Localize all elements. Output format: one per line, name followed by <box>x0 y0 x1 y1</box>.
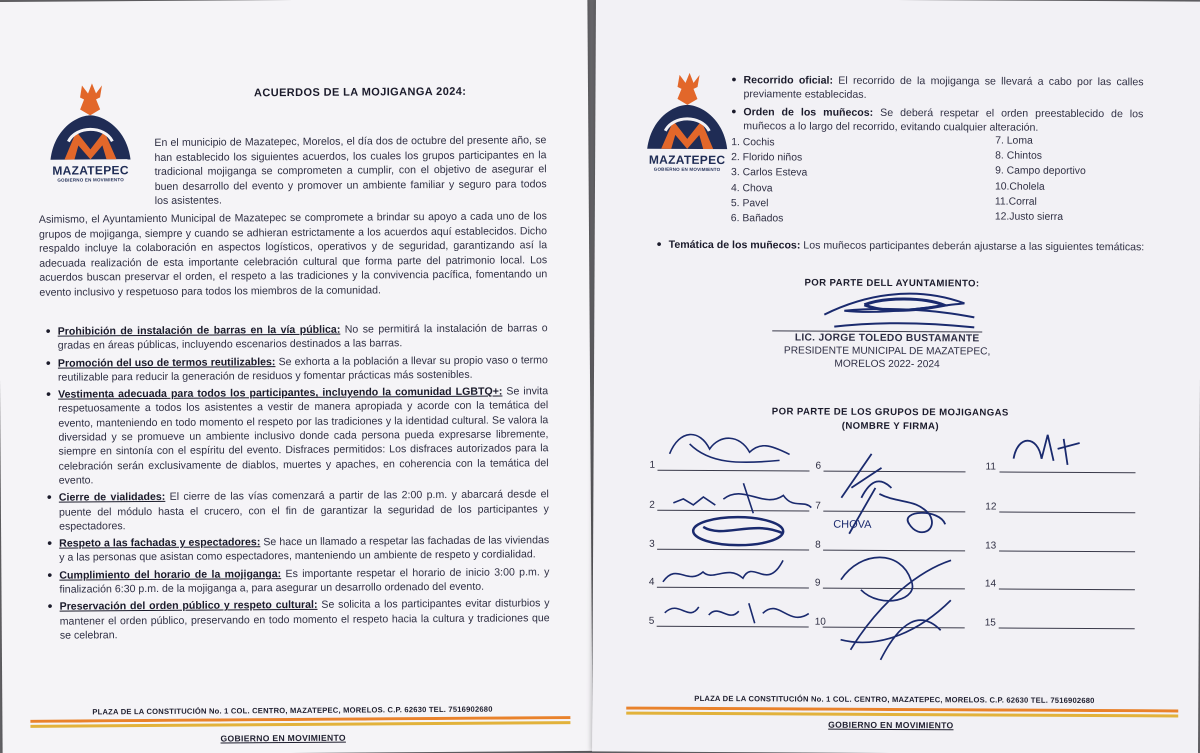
ayuntamiento-heading: POR PARTE DELL AYUNTAMIENTO: <box>804 277 980 290</box>
handwritten-signature-3 <box>683 509 803 555</box>
intro-paragraph: En el municipio de Mazatepec, Morelos, el día dos de octubre del presente año, se han establecido los siguientes acuerdos, los cuales los grupos participantes en la tradicional mojiganga se comprometen a cumplir, con el objetivo de asegurar el buen desarrollo del evento y promover un ambiente familiar y seguro para todos los asistentes. <box>154 134 547 208</box>
tematica-item: • Temática de los muñecos: Los muñecos participantes deberán ajustarse a las siguientes temáticas: <box>669 238 1149 255</box>
handwritten-signature-1 <box>659 424 799 475</box>
agreement-item: • Cierre de vialidades: El cierre de las vías comenzará a partir de las 2:00 p.m. y abarcará desde el puente del módulo hasta el crucero, con el fin de garantizar la seguridad de los participantes y espectadores. <box>59 487 549 533</box>
tematica-list <box>669 238 1149 258</box>
muneco-item: 6. Bañados <box>730 213 784 225</box>
signature-slot[interactable]: 2 <box>649 493 809 514</box>
agreement-item: • Preservación del orden público y respeto cultural: Se solicita a los participantes evitar disturbios y mantener el orden público, preservando en todo momento el respeto hacia la cultura y tradiciones que se celebran. <box>60 597 550 643</box>
munecos-list-right <box>995 134 1175 226</box>
footer-address: PLAZA DE LA CONSTITUCIÓN No. 1 COL. CENTRO, MAZATEPEC, MORELOS. C.P. 62630 TEL. 7516902680 <box>92 704 493 717</box>
signature-slot[interactable]: 12 <box>985 494 1135 515</box>
route-list <box>743 73 1143 138</box>
muneco-item: 5. Pavel <box>730 197 769 210</box>
groups-heading: POR PARTE DE LOS GRUPOS DE MOJIGANGAS <box>771 406 1009 419</box>
muneco-item: 11.Corral <box>994 196 1037 208</box>
signature-slot[interactable]: 14 <box>985 571 1135 592</box>
agreement-item: • Respeto a las fachadas y espectadores: Se hace un llamado a respetar las fachadas de las viviendas y a las personas que asistan como espectadores, manteniendo un ambiente de respeto y cordialidad. <box>59 533 549 565</box>
agreement-item: • Cumplimiento del horario de la mojiganga: Es importante respetar el horario de inicio 3:00 p.m. y finalización 6:30 p.m. de la mojiganga a, para asegurar un desarrollo ordenado del evento. <box>59 565 549 597</box>
muneco-item: 7. Loma <box>995 135 1033 147</box>
route-item: • Recorrido oficial: El recorrido de la mojiganga se llevará a cabo por las calles previamente establecidas. <box>743 73 1143 104</box>
groups-subheading: (NOMBRE Y FIRMA) <box>841 420 939 433</box>
logo-tagline: GOBIERNO EN MOVIMIENTO <box>653 166 721 173</box>
official-place: MORELOS 2022- 2024 <box>834 358 940 371</box>
agreement-item: • Promoción del uso de termos reutilizables: Se exhorta a la población a llevar su propio vaso o termo reutilizable para reducir la generación de residuos y fomentar prácticas más sostenibles. <box>58 353 548 385</box>
document-title: ACUERDOS DE LA MOJIGANGA 2024: <box>253 85 467 100</box>
municipal-logo <box>42 79 139 183</box>
agreement-item: • Prohibición de instalación de barras en la vía pública: No se permitirá la instalación de barras o gradas en áreas públicas, incluyendo escenarios destinados a las barras. <box>58 321 548 353</box>
official-block <box>752 331 1022 371</box>
signature-slot[interactable]: 15 <box>985 610 1135 631</box>
signature-slot[interactable]: 1 <box>649 453 809 474</box>
footer-address: PLAZA DE LA CONSTITUCIÓN No. 1 COL. CENTRO, MAZATEPEC, MORELOS. C.P. 62630 TEL. 7516902680 <box>694 693 1095 706</box>
signature-slot[interactable]: 6 <box>815 454 965 475</box>
footer-slogan: GOBIERNO EN MOVIMIENTO <box>828 719 954 731</box>
handwritten-signature-4 <box>657 552 787 593</box>
muneco-item: 9. Campo deportivo <box>995 165 1086 178</box>
logo-brand-text: MAZATEPEC <box>648 152 726 168</box>
handwritten-signature-5 <box>659 593 819 630</box>
right-document-page <box>592 0 1200 753</box>
signature-slot[interactable]: 13 <box>985 533 1135 554</box>
muneco-item: 1. Cochis <box>731 137 775 149</box>
handwritten-signature-8 <box>820 540 961 671</box>
municipal-logo <box>639 69 736 173</box>
muneco-item: 10.Cholela <box>994 181 1045 193</box>
support-paragraph: Asimismo, el Ayuntamiento Municipal de Mazatepec se compromete a brindar su apoyo a cada uno de los grupos de mojiganga, siempre y cuando se adhieran estrictamente a los acuerdos aquí establecidos. Dicho respaldo incluye la colaboración en aspectos logísticos, operativos y de seguridad, garantizando así la adecuada realización de esta importante celebración cultural que forma parte del patrimonio local. Los acuerdos buscan preservar el orden, el respeto a las tradiciones y la convivencia pacífica, fomentando un evento inclusivo y respetuoso para todos los miembros de la comunidad. <box>38 210 548 299</box>
muneco-item: 12.Justo sierra <box>994 211 1064 223</box>
signature-slot[interactable]: 9 <box>815 571 965 592</box>
footer-stripes <box>626 707 1178 719</box>
agreement-item: • Vestimenta adecuada para todos los participantes, incluyendo la comunidad LGBTQ+: Se invita respetuosamente a todos los asistentes a vestir de manera apropiada y acorde con la temática del evento, manteniendo en todo momento el respeto por las tradiciones y la identidad cultural. Se valora la diversidad y se promueve un ambiente inclusivo donde cada persona pueda expresarse libremente, siempre en sintonía con el espíritu del evento. Disfraces permitidos: Los disfraces autorizados para la celebración serán exclusivamente de diablos, muertes y apaches, en coherencia con la temática del evento. <box>58 384 549 487</box>
order-item: • Orden de los muñecos: Se deberá respetar el orden preestablecido de los muñecos a lo largo del recorrido, evitando cualquier alteración. <box>743 105 1143 136</box>
deer-logo-icon <box>42 79 139 164</box>
muneco-item: 3. Carlos Esteva <box>731 167 808 179</box>
handwritten-signature-11 <box>1007 429 1087 475</box>
left-document-page <box>0 0 593 753</box>
footer-slogan: GOBIERNO EN MOVIMIENTO <box>220 732 346 744</box>
deer-logo-icon <box>639 69 735 154</box>
official-role: PRESIDENTE MUNICIPAL DE MAZATEPEC, <box>783 345 991 358</box>
handwritten-signature-7 <box>829 484 949 545</box>
signature-slot[interactable]: 8 <box>815 533 965 554</box>
footer-stripes <box>30 716 570 729</box>
signature-slot[interactable]: 3 <box>649 532 809 553</box>
muneco-item: 8. Chintos <box>995 150 1042 162</box>
signature-slot[interactable]: 7 <box>815 494 965 515</box>
official-name: LIC. JORGE TOLEDO BUSTAMANTE <box>794 332 980 345</box>
signature-slot[interactable]: 5 <box>649 609 809 630</box>
signature-slot[interactable]: 4 <box>649 570 809 591</box>
logo-brand-text: MAZATEPEC <box>52 163 129 178</box>
muneco-item: 4. Chova <box>730 182 773 194</box>
handwritten-chova: CHOVA <box>833 518 872 531</box>
munecos-list-left <box>731 135 931 227</box>
signature-slot[interactable]: 11 <box>985 454 1135 475</box>
muneco-item: 2. Florido niños <box>731 152 803 164</box>
signature-slot[interactable]: 10 <box>815 610 965 631</box>
logo-tagline: GOBIERNO EN MOVIMIENTO <box>57 177 124 183</box>
agreements-list <box>58 321 550 646</box>
